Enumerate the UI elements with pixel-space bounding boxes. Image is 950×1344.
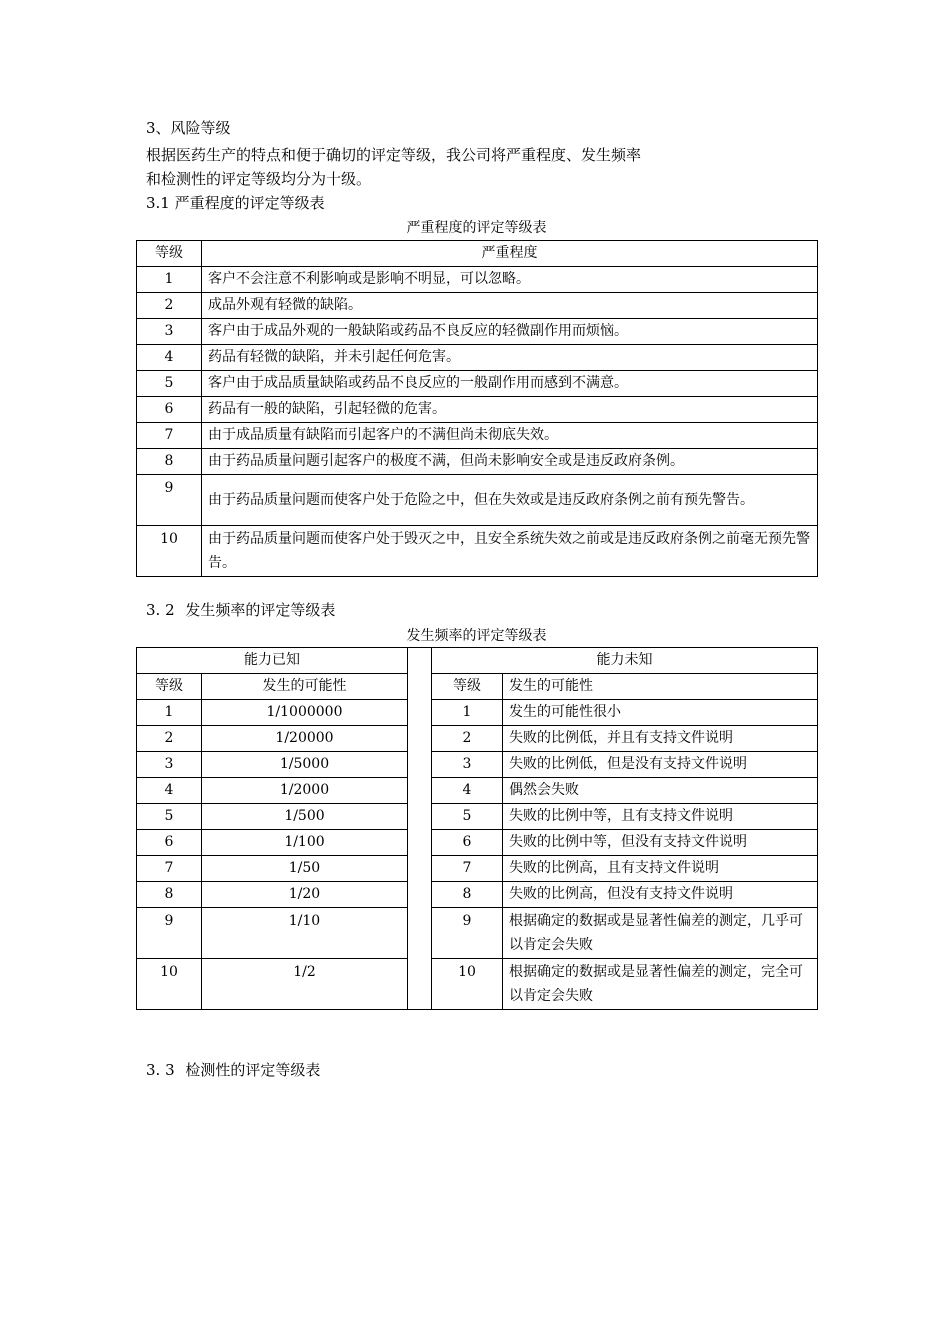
table-row (137, 319, 818, 345)
known-prob-cell: 1/20000 (202, 726, 408, 752)
frequency-table (136, 647, 818, 1010)
unknown-level-cell: 7 (432, 856, 503, 882)
table-row (137, 397, 818, 423)
known-level-cell: 5 (137, 804, 202, 830)
known-possibility-header: 发生的可能性 (202, 674, 408, 700)
unknown-desc-cell: 失败的比例低，并且有支持文件说明 (503, 726, 818, 752)
severity-level-cell: 2 (137, 293, 202, 319)
known-prob-cell: 1/20 (202, 882, 408, 908)
unknown-desc-cell: 失败的比例中等，但没有支持文件说明 (503, 830, 818, 856)
known-level-header: 等级 (137, 674, 202, 700)
table-row (137, 856, 818, 882)
unknown-level-cell: 9 (432, 908, 503, 959)
severity-table (136, 240, 818, 577)
table-row (137, 267, 818, 293)
table-row (137, 526, 818, 577)
detection-subheading-number: 3. 3 (146, 1061, 175, 1079)
known-level-cell: 6 (137, 830, 202, 856)
severity-desc-cell: 由于药品质量问题而使客户处于毁灭之中，且安全系统失效之前或是违反政府条例之前毫无预先警告。 (202, 526, 818, 577)
severity-desc-cell: 客户由于成品质量缺陷或药品不良反应的一般副作用而感到不满意。 (202, 371, 818, 397)
known-level-cell: 2 (137, 726, 202, 752)
severity-level-cell: 6 (137, 397, 202, 423)
table-row (137, 804, 818, 830)
severity-desc-cell: 药品有轻微的缺陷，并未引起任何危害。 (202, 345, 818, 371)
severity-header-row (137, 241, 818, 267)
frequency-subheading-number: 3. 2 (146, 601, 175, 619)
severity-level-cell: 5 (137, 371, 202, 397)
table-row (137, 371, 818, 397)
unknown-capability-header: 能力未知 (432, 648, 818, 674)
unknown-level-cell: 3 (432, 752, 503, 778)
table-row (137, 423, 818, 449)
known-level-cell: 10 (137, 959, 202, 1010)
known-level-cell: 3 (137, 752, 202, 778)
known-level-cell: 8 (137, 882, 202, 908)
section-heading: 3、风险等级 (146, 119, 231, 137)
table-row (137, 882, 818, 908)
frequency-group-header-row (137, 648, 818, 674)
unknown-level-cell: 8 (432, 882, 503, 908)
known-level-cell: 7 (137, 856, 202, 882)
severity-level-cell: 8 (137, 449, 202, 475)
severity-level-cell: 9 (137, 475, 202, 526)
unknown-possibility-header: 发生的可能性 (503, 674, 818, 700)
unknown-level-cell: 6 (432, 830, 503, 856)
table-row (137, 959, 818, 1010)
unknown-desc-cell: 失败的比例高，且有支持文件说明 (503, 856, 818, 882)
unknown-level-cell: 5 (432, 804, 503, 830)
severity-subheading: 3.1 严重程度的评定等级表 (146, 194, 325, 212)
severity-table-caption: 严重程度的评定等级表 (406, 220, 547, 236)
table-row (137, 475, 818, 526)
known-prob-cell: 1/500 (202, 804, 408, 830)
detection-subheading (146, 1059, 320, 1081)
unknown-desc-cell: 失败的比例中等，且有支持文件说明 (503, 804, 818, 830)
intro-line-1: 根据医药生产的特点和便于确切的评定等级，我公司将严重程度、发生频率 (146, 146, 642, 164)
severity-desc-cell: 由于药品质量问题而使客户处于危险之中，但在失效或是违反政府条例之前有预先警告。 (202, 475, 818, 526)
unknown-desc-cell: 失败的比例低，但是没有支持文件说明 (503, 752, 818, 778)
frequency-column-header-row (137, 674, 818, 700)
severity-desc-cell: 药品有一般的缺陷，引起轻微的危害。 (202, 397, 818, 423)
known-prob-cell: 1/2 (202, 959, 408, 1010)
table-row (137, 345, 818, 371)
unknown-desc-cell: 失败的比例高，但没有支持文件说明 (503, 882, 818, 908)
table-row (137, 908, 818, 959)
known-prob-cell: 1/100 (202, 830, 408, 856)
severity-desc-cell: 由于药品质量问题引起客户的极度不满，但尚未影响安全或是违反政府条例。 (202, 449, 818, 475)
table-row (137, 778, 818, 804)
intro-line-2: 和检测性的评定等级均分为十级。 (146, 170, 372, 188)
severity-level-cell: 3 (137, 319, 202, 345)
unknown-level-cell: 4 (432, 778, 503, 804)
known-prob-cell: 1/1000000 (202, 700, 408, 726)
unknown-desc-cell: 发生的可能性很小 (503, 700, 818, 726)
frequency-table-caption: 发生频率的评定等级表 (406, 628, 547, 644)
known-level-cell: 9 (137, 908, 202, 959)
severity-level-cell: 7 (137, 423, 202, 449)
table-row (137, 449, 818, 475)
known-level-cell: 4 (137, 778, 202, 804)
unknown-level-header: 等级 (432, 674, 503, 700)
frequency-subheading (146, 599, 335, 621)
known-prob-cell: 1/10 (202, 908, 408, 959)
known-prob-cell: 1/50 (202, 856, 408, 882)
severity-header-desc: 严重程度 (202, 241, 818, 267)
known-prob-cell: 1/2000 (202, 778, 408, 804)
known-prob-cell: 1/5000 (202, 752, 408, 778)
severity-level-cell: 4 (137, 345, 202, 371)
frequency-subheading-text: 发生频率的评定等级表 (185, 601, 336, 619)
unknown-desc-cell: 根据确定的数据或是显著性偏差的测定，完全可以肯定会失败 (503, 959, 818, 1010)
table-row (137, 830, 818, 856)
severity-desc-cell: 成品外观有轻微的缺陷。 (202, 293, 818, 319)
table-gap-column (408, 648, 432, 1010)
unknown-desc-cell: 根据确定的数据或是显著性偏差的测定，几乎可以肯定会失败 (503, 908, 818, 959)
severity-desc-cell: 客户由于成品外观的一般缺陷或药品不良反应的轻微副作用而烦恼。 (202, 319, 818, 345)
known-capability-header: 能力已知 (137, 648, 408, 674)
detection-subheading-text: 检测性的评定等级表 (185, 1061, 321, 1079)
severity-level-cell: 1 (137, 267, 202, 293)
table-row (137, 293, 818, 319)
severity-desc-cell: 由于成品质量有缺陷而引起客户的不满但尚未彻底失效。 (202, 423, 818, 449)
unknown-level-cell: 2 (432, 726, 503, 752)
unknown-level-cell: 10 (432, 959, 503, 1010)
known-level-cell: 1 (137, 700, 202, 726)
severity-level-cell: 10 (137, 526, 202, 577)
table-row (137, 752, 818, 778)
table-row (137, 726, 818, 752)
severity-header-level: 等级 (137, 241, 202, 267)
unknown-level-cell: 1 (432, 700, 503, 726)
severity-desc-cell: 客户不会注意不利影响或是影响不明显，可以忽略。 (202, 267, 818, 293)
table-row (137, 700, 818, 726)
unknown-desc-cell: 偶然会失败 (503, 778, 818, 804)
